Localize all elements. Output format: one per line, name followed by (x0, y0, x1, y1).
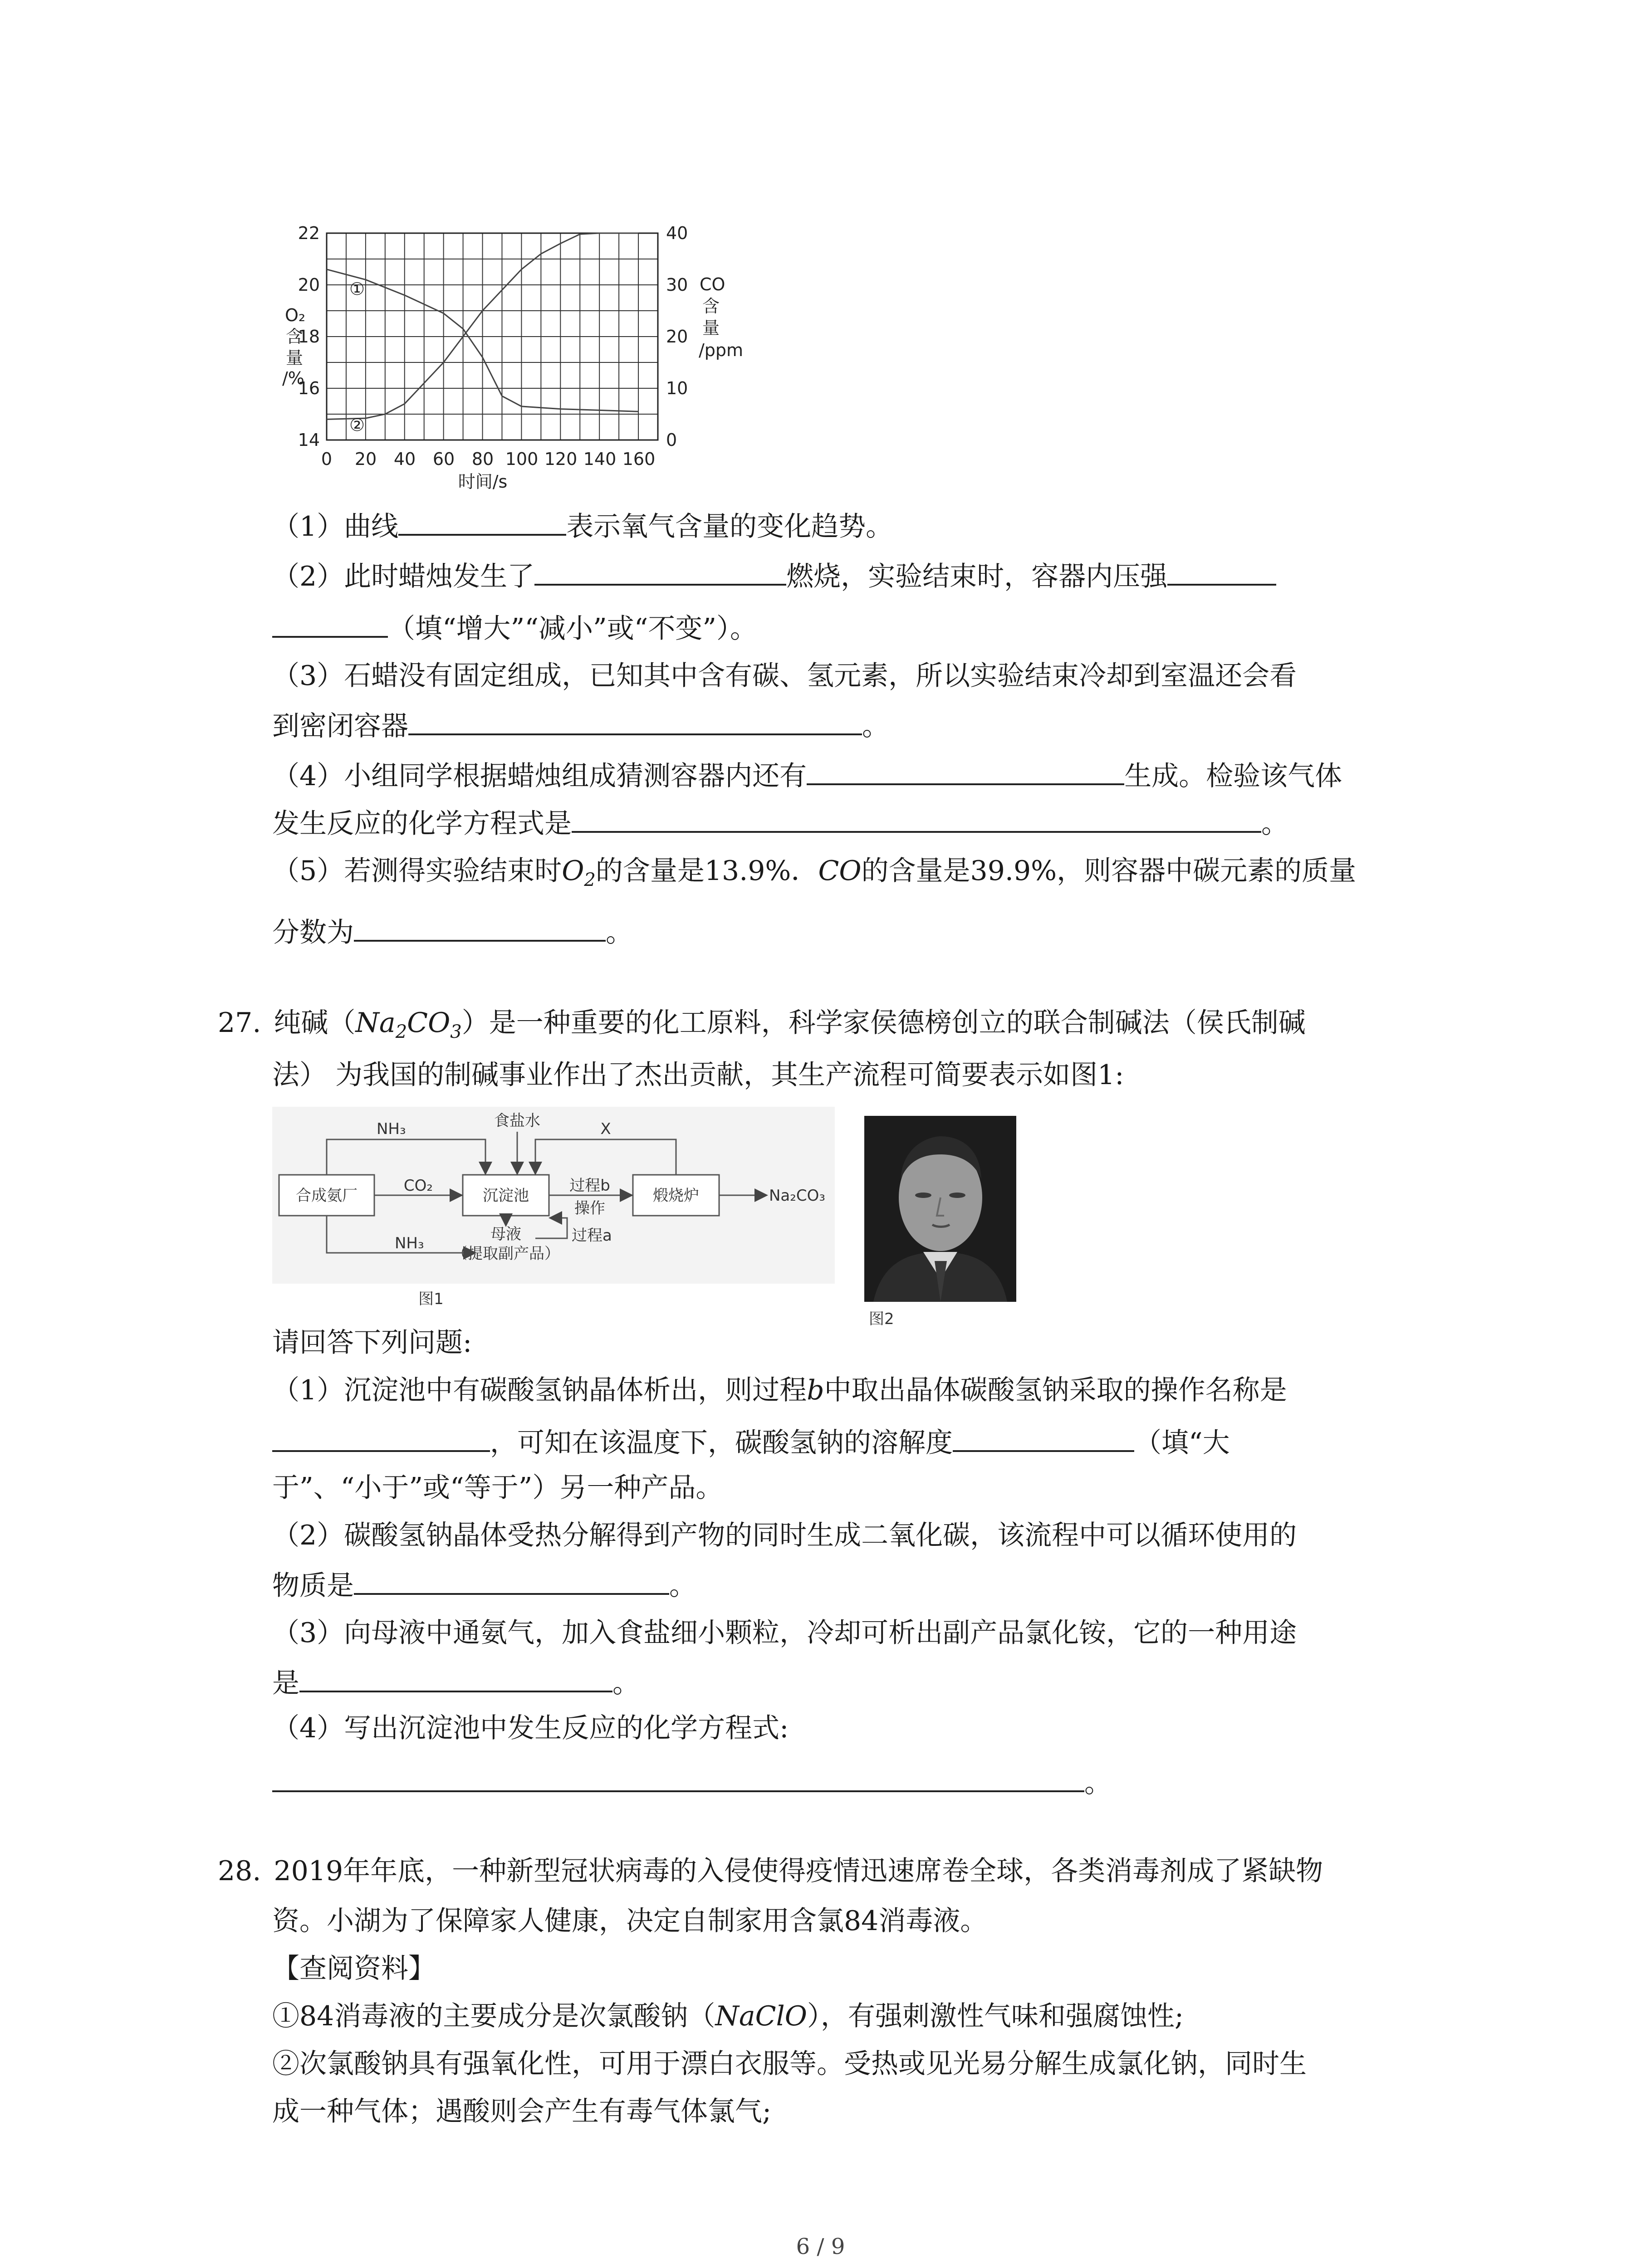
answer-blank[interactable] (408, 705, 862, 735)
q26-part2: （2）此时蜡烛发生了 燃烧，实验结束时，容器内压强 (272, 556, 1276, 595)
y-left-tick: 18 (298, 327, 320, 347)
answer-blank[interactable] (398, 506, 566, 536)
chart-grid (327, 233, 658, 440)
soda-process-flow-diagram (272, 1107, 835, 1311)
svg-text:/%: /% (282, 368, 304, 388)
q28-number: 28. (218, 1855, 261, 1887)
q27-part4-cont: 。 (272, 1762, 1112, 1801)
x-tick: 0 (321, 449, 333, 469)
x-tick: 60 (432, 449, 455, 469)
x-tick: 120 (544, 449, 578, 469)
curve-label-2: ② (349, 415, 365, 435)
x-axis-label: 时间/s (458, 472, 508, 492)
fig2-caption: 图2 (869, 1310, 894, 1328)
svg-text:沉淀池: 沉淀池 (483, 1187, 529, 1205)
y-right-tick: 10 (666, 378, 688, 398)
q28-line6: 成一种气体；遇酸则会产生有毒气体氯气; (272, 2096, 772, 2127)
q26-part1: （1）曲线 表示氧气含量的变化趋势。 (272, 506, 893, 545)
x-tick: 20 (354, 449, 377, 469)
svg-text:NH₃: NH₃ (395, 1234, 424, 1252)
fig1-caption: 图1 (418, 1290, 444, 1308)
svg-text:含: 含 (286, 327, 304, 347)
q26-part3-cont: 到密闭容器 。 (272, 705, 889, 744)
q27-part2: （2）碳酸氢钠晶体受热分解得到产物的同时生成二氧化碳，该流程中可以循环使用的 (272, 1520, 1297, 1551)
q28-line1: 28. 2019年年底，一种新型冠状病毒的入侵使得疫情迅速席卷全球，各类消毒剂成了紧缺物 (218, 1855, 1323, 1887)
x-tick: 40 (393, 449, 416, 469)
svg-text:含: 含 (702, 296, 720, 316)
y-right-axis-label (699, 274, 743, 360)
q28-line5: ②次氯酸钠具有强氧化性，可用于漂白衣服等。受热或见光易分解生成氯化钠，同时生 (272, 2048, 1307, 2080)
q26-part4: （4）小组同学根据蜡烛组成猜测容器内还有 生成。检验该气体 (272, 755, 1342, 794)
q27-number: 27. (218, 1007, 261, 1039)
q27-line2: 法） 为我国的制碱事业作出了杰出贡献，其生产流程可简要表示如图1: (272, 1059, 1124, 1091)
y-right-tick: 0 (666, 430, 677, 450)
mother-liquor-label: 母液 (490, 1225, 521, 1243)
y-left-axis-label (282, 305, 305, 388)
q26-part3: （3）石蜡没有固定组成，已知其中含有碳、氢元素，所以实验结束冷却到室温还会看 (272, 660, 1297, 692)
svg-text:/ppm: /ppm (699, 340, 744, 360)
answer-blank[interactable] (299, 1662, 612, 1692)
y-left-tick: 16 (298, 378, 320, 398)
svg-text:Na₂CO₃: Na₂CO₃ (769, 1187, 826, 1205)
y-right-tick: 30 (666, 275, 688, 295)
q28-line2: 资。小湖为了保障家人健康，决定自制家用含氯84消毒液。 (272, 1905, 988, 1937)
q26-part2-cont: （填“增大”“减小”或“不变”）。 (272, 608, 757, 647)
x-tick: 160 (622, 449, 656, 469)
y-right-tick: 40 (666, 223, 688, 243)
answer-blank[interactable] (1167, 556, 1276, 586)
q27-part1-cont: ，可知在该温度下，碳酸氢钠的溶解度 （填“大 (272, 1422, 1230, 1461)
q26-part5: （5）若测得实验结束时$O_2$的含量是13.9%．CO的含量是39.9%，则容器中碳元素的质量 (272, 855, 1357, 890)
svg-text:NH₃: NH₃ (377, 1120, 406, 1138)
svg-text:CO: CO (700, 274, 725, 294)
x-tick: 100 (505, 449, 539, 469)
hou-debang-portrait (864, 1116, 1016, 1302)
y-right-ticks (666, 223, 688, 450)
q26-part4-cont: 发生反应的化学方程式是 。 (272, 803, 1288, 842)
svg-text:过程b: 过程b (569, 1177, 610, 1195)
q27-part1-cont2: 于”、“小于”或“等于”）另一种产品。 (272, 1472, 723, 1504)
answer-blank[interactable] (354, 912, 606, 942)
answer-blank[interactable] (534, 556, 786, 586)
q27-intro: 请回答下列问题: (272, 1327, 472, 1359)
svg-text:量: 量 (286, 348, 304, 368)
q28-line4: ①84消毒液的主要成分是次氯酸钠（NaClO），有强刺激性气味和强腐蚀性; (272, 2000, 1184, 2032)
svg-text:操作: 操作 (574, 1199, 605, 1217)
curve-label-1: ① (349, 279, 365, 299)
svg-text:量: 量 (702, 318, 720, 338)
x-ticks (321, 449, 655, 469)
mother-liquor-sub: （提取副产品） (452, 1245, 560, 1263)
svg-text:过程a: 过程a (572, 1227, 612, 1245)
answer-blank[interactable] (807, 755, 1124, 785)
x-tick: 80 (471, 449, 494, 469)
svg-text:X: X (600, 1120, 611, 1138)
portrait-drawing (864, 1116, 1016, 1302)
y-right-tick: 20 (666, 327, 688, 347)
svg-text:CO₂: CO₂ (403, 1177, 433, 1195)
oxygen-co-chart (272, 218, 771, 508)
q27-line1: 27. 纯碱$(Na_2CO_3)$是一种重要的化工原料，科学家侯德榜创立的联合制碱法（侯氏制碱 (218, 1007, 1306, 1042)
svg-text:煅烧炉: 煅烧炉 (653, 1187, 699, 1205)
svg-text:合成氨厂: 合成氨厂 (296, 1187, 358, 1205)
y-left-tick: 22 (298, 223, 320, 243)
answer-blank[interactable] (272, 608, 388, 638)
answer-blank[interactable] (272, 1422, 490, 1452)
q27-part2-cont: 物质是 。 (272, 1565, 696, 1604)
svg-text:食盐水: 食盐水 (494, 1112, 540, 1130)
q27-part3-cont: 是 。 (272, 1662, 640, 1701)
answer-blank[interactable] (272, 1762, 1084, 1792)
y-left-tick: 14 (298, 430, 320, 450)
q28-line3: 【查阅资料】 (272, 1953, 436, 1984)
q27-part3: （3）向母液中通氨气，加入食盐细小颗粒，冷却可析出副产品氯化铵，它的一种用途 (272, 1617, 1297, 1649)
page-number: 6 / 9 (796, 2234, 845, 2259)
q26-part5-cont: 分数为 。 (272, 912, 633, 951)
answer-blank[interactable] (953, 1422, 1134, 1452)
q27-part4: （4）写出沉淀池中发生反应的化学方程式: (272, 1712, 789, 1744)
answer-blank[interactable] (354, 1565, 669, 1595)
svg-text:O₂: O₂ (285, 305, 306, 325)
q27-part1: （1）沉淀池中有碳酸氢钠晶体析出，则过程b中取出晶体碳酸氢钠采取的操作名称是 (272, 1374, 1287, 1406)
answer-blank[interactable] (572, 803, 1261, 833)
y-left-tick: 20 (298, 275, 320, 295)
x-tick: 140 (583, 449, 617, 469)
